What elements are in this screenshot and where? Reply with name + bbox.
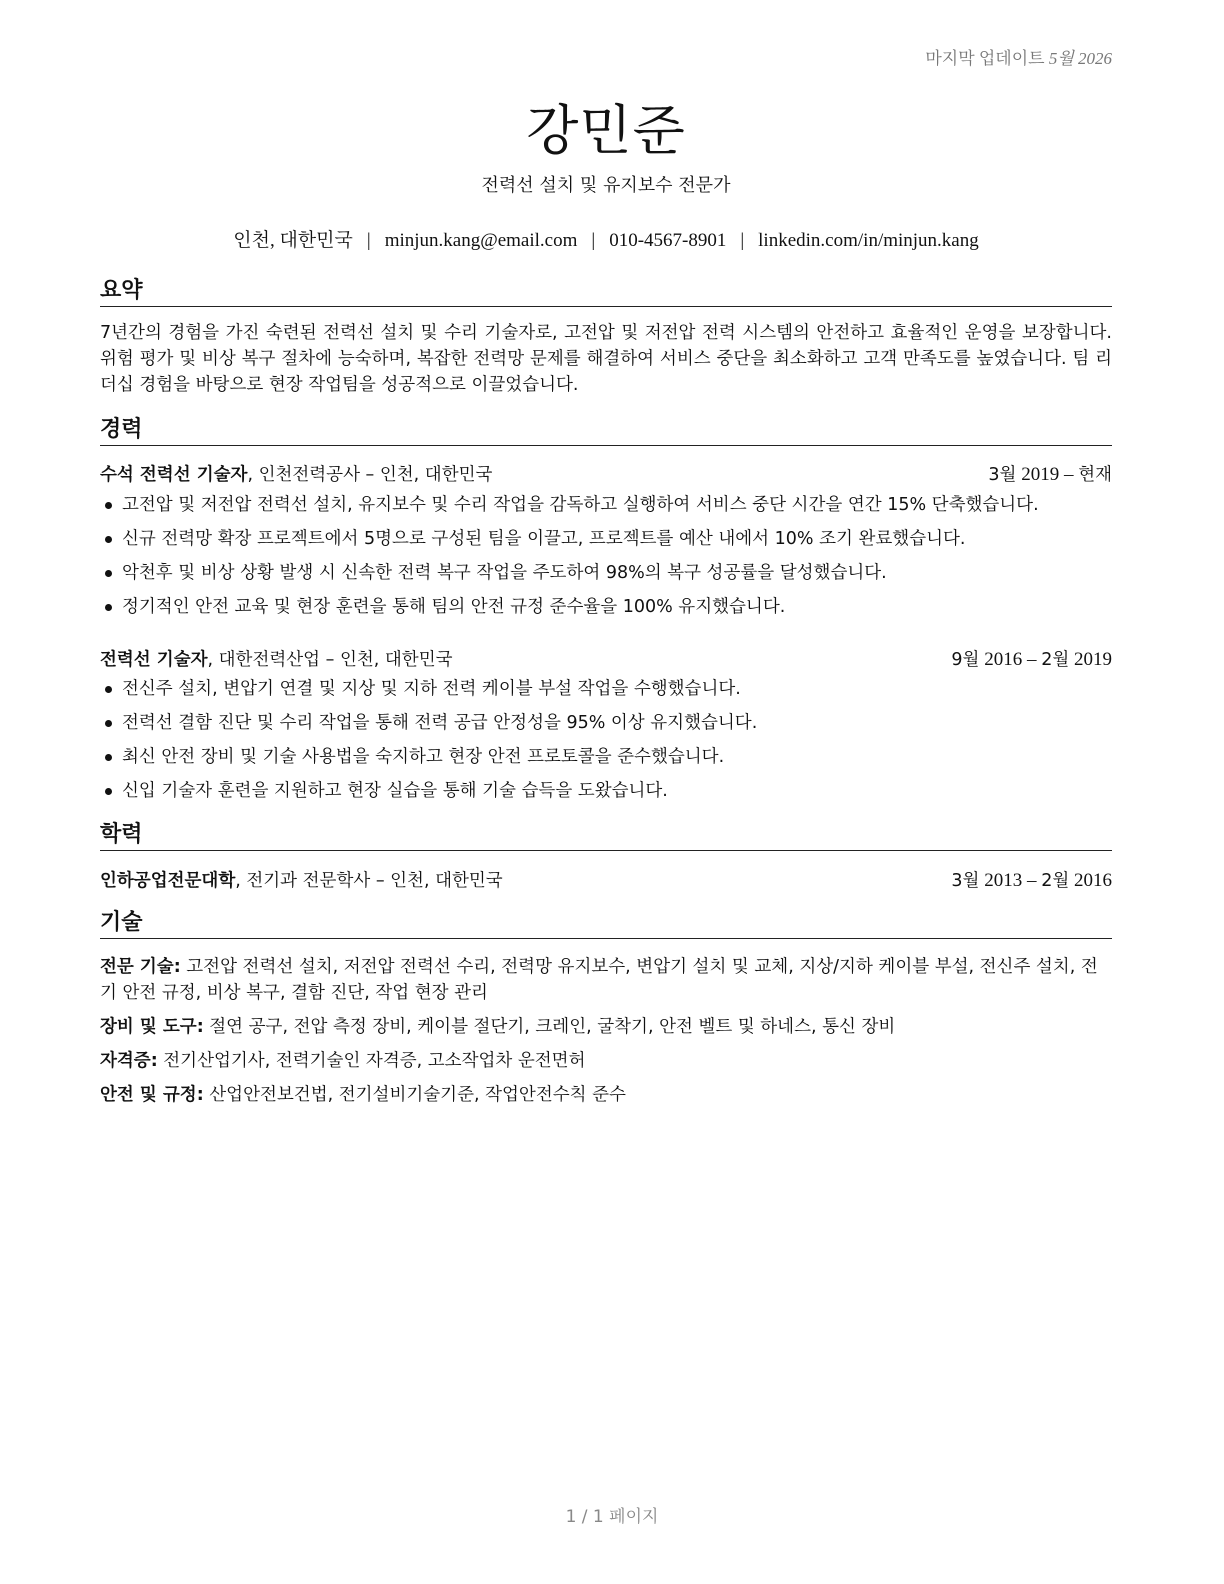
skill-text: 절연 공구, 전압 측정 장비, 케이블 절단기, 크레인, 굴착기, 안전 벨트 및 하네스, 통신 장비: [203, 1017, 896, 1037]
education-line: [100, 867, 503, 892]
candidate-role: 전력선 설치 및 유지보수 전문가: [481, 175, 731, 196]
job-bullets: [100, 676, 1112, 812]
skill-row: [100, 1082, 1112, 1108]
job-org: , 대한전력산업 – 인천, 대한민국: [207, 650, 453, 670]
section-title-education: 학력: [100, 822, 1112, 851]
candidate-name: 강민준: [526, 99, 686, 162]
contact-email[interactable]: minjun.kang@email.com: [384, 230, 578, 251]
job-org: , 인천전력공사 – 인천, 대한민국: [247, 465, 493, 485]
list-item: 전력선 결함 진단 및 수리 작업을 통해 전력 공급 안정성을 95% 이상 유지했습니다.: [100, 710, 1112, 744]
education-school: 인하공업전문대학: [100, 871, 236, 891]
job-role: 수석 전력선 기술자: [100, 465, 248, 485]
skill-label: 안전 및 규정:: [100, 1085, 204, 1105]
education-dates: 3월 2013 – 2월 2016: [951, 870, 1112, 891]
skill-text: 산업안전보건법, 전기설비기술기준, 작업안전수칙 준수: [203, 1085, 626, 1105]
job-title-line: [100, 646, 453, 671]
last-updated: [925, 44, 1112, 69]
skill-label: 장비 및 도구:: [100, 1017, 204, 1037]
list-item: 고전압 및 저전압 전력선 설치, 유지보수 및 수리 작업을 감독하고 실행하여 서비스 중단 시간을 연간 15% 단축했습니다.: [100, 492, 1112, 526]
section-title-summary: 요약: [100, 278, 1112, 307]
list-item: 신입 기술자 훈련을 지원하고 현장 실습을 통해 기술 습득을 도왔습니다.: [100, 778, 1112, 812]
list-item: 악천후 및 비상 상황 발생 시 신속한 전력 복구 작업을 주도하여 98%의 복구 성공률을 달성했습니다.: [100, 560, 1112, 594]
skill-row: [100, 1014, 1112, 1040]
contact-separator: |: [740, 230, 745, 251]
last-updated-year: 2026: [1078, 49, 1112, 68]
job-dates: 3월 2019 – 현재: [988, 464, 1112, 485]
contact-linkedin[interactable]: linkedin.com/in/minjun.kang: [758, 230, 979, 251]
section-title-experience: 경력: [100, 417, 1112, 446]
list-item: 신규 전력망 확장 프로젝트에서 5명으로 구성된 팀을 이끌고, 프로젝트를 예산 내에서 10% 조기 완료했습니다.: [100, 526, 1112, 560]
job-dates: 9월 2016 – 2월 2019: [951, 649, 1112, 670]
skills-list: [100, 954, 1112, 1116]
skill-text: 고전압 전력선 설치, 저전압 전력선 수리, 전력망 유지보수, 변압기 설치 및 교체, 지상/지하 케이블 부설, 전신주 설치, 전기 안전 규정, 비상 복구, 결함 진단, 작업 현장 관리: [100, 957, 1098, 1003]
list-item: 정기적인 안전 교육 및 현장 훈련을 통해 팀의 안전 규정 준수율을 100% 유지했습니다.: [100, 594, 1112, 628]
section-title-skills: 기술: [100, 910, 1112, 939]
education-header: [100, 867, 1112, 892]
summary-text: 7년간의 경험을 가진 숙련된 전력선 설치 및 수리 기술자로, 고전압 및 저전압 전력 시스템의 안전하고 효율적인 운영을 보장합니다. 위험 평가 및 비상 복구 절차에 능숙하며, 복잡한 전력망 문제를 해결하여 서비스 중단을 최소화하고 고객 만족도를 높였습니다. 팀 리더십 경험을 바탕으로 현장 작업팀을 성공적으로 이끌었습니다.: [100, 323, 1112, 395]
contact-location: 인천, 대한민국: [233, 230, 353, 251]
skill-text: 전기산업기사, 전력기술인 자격증, 고소작업차 운전면허: [157, 1051, 586, 1071]
job-role: 전력선 기술자: [100, 650, 208, 670]
page-number: 1 / 1 페이지: [565, 1507, 659, 1527]
contact-separator: |: [591, 230, 596, 251]
job-header: [100, 646, 1112, 671]
contact-line: [100, 225, 1112, 252]
contact-phone[interactable]: 010-4567-8901: [609, 230, 727, 251]
job-bullets: [100, 492, 1112, 628]
contact-separator: |: [366, 230, 371, 251]
education-detail: , 전기과 전문학사 – 인천, 대한민국: [235, 871, 503, 891]
list-item: 최신 안전 장비 및 기술 사용법을 숙지하고 현장 안전 프로토콜을 준수했습니다.: [100, 744, 1112, 778]
skill-label: 전문 기술:: [100, 957, 181, 977]
last-updated-prefix: 마지막 업데이트: [925, 49, 1045, 68]
skill-label: 자격증:: [100, 1051, 158, 1071]
job-header: [100, 461, 1112, 486]
skill-row: [100, 1048, 1112, 1074]
job-title-line: [100, 461, 492, 486]
skill-row: [100, 954, 1112, 1006]
last-updated-month: 5월: [1048, 49, 1074, 68]
list-item: 전신주 설치, 변압기 연결 및 지상 및 지하 전력 케이블 부설 작업을 수행했습니다.: [100, 676, 1112, 710]
